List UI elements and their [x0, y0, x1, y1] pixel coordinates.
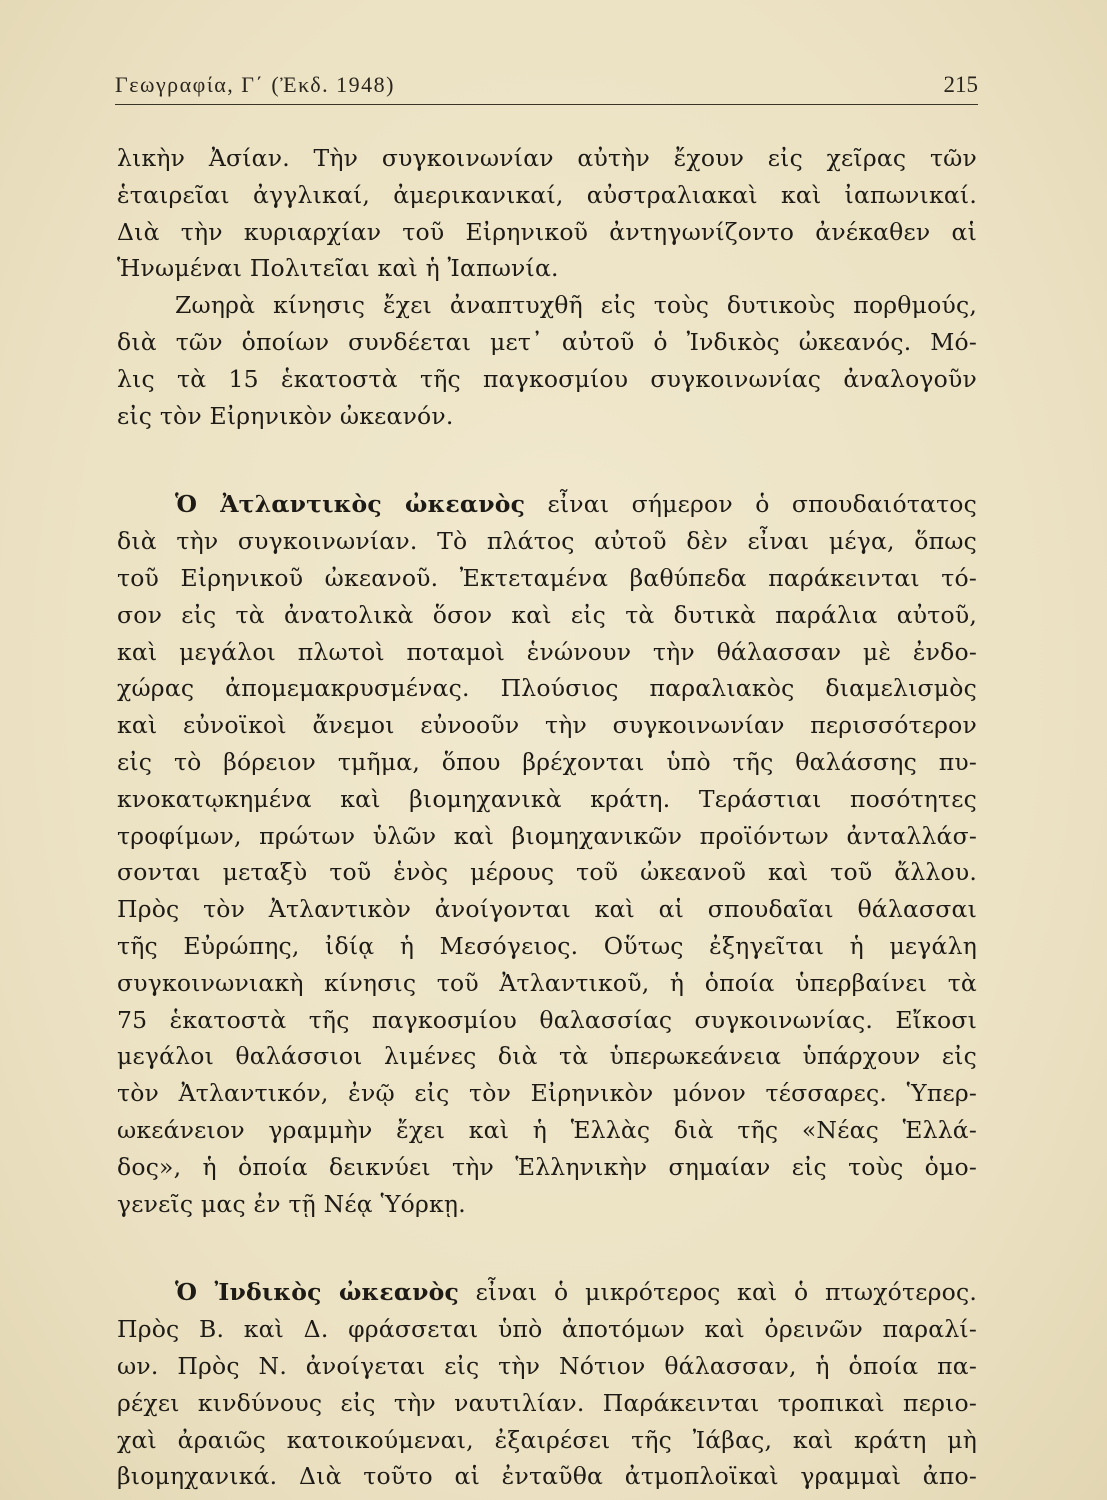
text-line: εἰς τὸν Εἰρηνικὸν ὠκεανόν. — [117, 401, 454, 430]
text-line: χαὶ ἀραιῶς κατοικούμεναι, ἐξαιρέσει τῆς Ἰάβας, καὶ κράτη μὴ — [117, 1425, 977, 1454]
text-line: ωκεάνειον γραμμὴν ἔχει καὶ ἡ Ἑλλὰς διὰ τῆς «Νέας Ἑλλά- — [117, 1115, 977, 1144]
text-line: σον εἰς τὰ ἀνατολικὰ ὅσον καὶ εἰς τὰ δυτικὰ παράλια αὐτοῦ, — [117, 600, 977, 629]
text-line: μεγάλοι θαλάσσιοι λιμένες διὰ τὰ ὑπερωκεάνεια ὑπάρχουν εἰς — [117, 1042, 977, 1071]
text-line: λικὴν Ἀσίαν. Τὴν συγκοινωνίαν αὐτὴν ἔχουν εἰς χεῖρας τῶν — [117, 144, 977, 172]
text-line: βιομηχανικά. Διὰ τοῦτο αἱ ἐνταῦθα ἀτμοπλοϊκαὶ γραμμαὶ ἀπο- — [117, 1462, 977, 1491]
section-heading: Ὁ Ἀτλαντικὸς ὠκεανὸς — [175, 490, 526, 519]
text-line: Ἡνωμέναι Πολιτεῖαι καὶ ἡ Ἰαπωνία. — [117, 254, 559, 283]
text-line: 75 ἑκατοστὰ τῆς παγκοσμίου θαλασσίας συγκοινωνίας. Εἴκοσι — [117, 1005, 977, 1034]
text-line: διὰ τὴν συγκοινωνίαν. Τὸ πλάτος αὐτοῦ δὲν εἶναι μέγα, ὅπως — [117, 527, 977, 556]
paragraph-pacific-straits — [117, 287, 977, 434]
running-head: Γεωγραφία, Γ΄ (Ἐκδ. 1948) — [115, 72, 395, 97]
paragraph-indian-ocean — [117, 1274, 977, 1495]
text-line: Πρὸς τὸν Ἀτλαντικὸν ἀνοίγονται καὶ αἱ σπουδαῖαι θάλασσαι — [117, 895, 977, 924]
body-text — [117, 140, 977, 1495]
text-line: συγκοινωνιακὴ κίνησις τοῦ Ἀτλαντικοῦ, ἡ ὁποία ὑπερβαίνει τὰ — [117, 968, 977, 997]
text-line: λις τὰ 15 ἑκατοστὰ τῆς παγκοσμίου συγκοινωνίας ἀναλογοῦν — [117, 364, 977, 393]
text-line: καὶ εὐνοϊκοὶ ἄνεμοι εὐνοοῦν τὴν συγκοινωνίαν περισσότερον — [117, 711, 977, 740]
section-heading: Ὁ Ἰνδικὸς ὠκεανὸς — [175, 1278, 460, 1307]
text-line: Ζωηρὰ κίνησις ἔχει ἀναπτυχθῆ εἰς τοὺς δυτικοὺς πορθμούς, — [175, 291, 977, 320]
text-line: ρέχει κινδύνους εἰς τὴν ναυτιλίαν. Παράκεινται τροπικαὶ περιο- — [117, 1388, 977, 1417]
text-line — [117, 1274, 977, 1311]
text-line-rest: εἶναι σήμερον ὁ σπουδαιότατος — [547, 490, 978, 519]
paragraph-pacific-trade — [117, 140, 977, 287]
text-line: Διὰ τὴν κυριαρχίαν τοῦ Εἰρηνικοῦ ἀντηγωνίζοντο ἀνέκαθεν αἱ — [117, 217, 977, 246]
text-line: Πρὸς Β. καὶ Δ. φράσσεται ὑπὸ ἀποτόμων καὶ ὀρεινῶν παραλί- — [117, 1315, 977, 1344]
text-line — [117, 486, 977, 523]
text-line: τροφίμων, πρώτων ὑλῶν καὶ βιομηχανικῶν προϊόντων ἀνταλλάσ- — [117, 821, 977, 850]
text-line: ων. Πρὸς Ν. ἀνοίγεται εἰς τὴν Νότιον θάλασσαν, ἡ ὁποία πα- — [117, 1351, 977, 1380]
text-line: εἰς τὸ βόρειον τμῆμα, ὅπου βρέχονται ὑπὸ τῆς θαλάσσης πυ- — [117, 747, 977, 776]
text-line: γενεῖς μας ἐν τῇ Νέᾳ Ὑόρκῃ. — [117, 1189, 466, 1218]
page-number: 215 — [943, 72, 978, 97]
text-line: ἑταιρεῖαι ἀγγλικαί, ἀμερικανικαί, αὐστραλιακαὶ καὶ ἰαπωνικαί. — [117, 180, 977, 209]
text-line: τὸν Ἀτλαντικόν, ἐνῷ εἰς τὸν Εἰρηνικὸν μόνον τέσσαρες. Ὑπερ- — [117, 1079, 977, 1108]
paragraph-atlantic-ocean — [117, 486, 977, 1222]
text-line: χώρας ἀπομεμακρυσμένας. Πλούσιος παραλιακὸς διαμελισμὸς — [117, 674, 977, 703]
text-line: τοῦ Εἰρηνικοῦ ὠκεανοῦ. Ἐκτεταμένα βαθύπεδα παράκεινται τό- — [117, 563, 977, 592]
text-line: καὶ μεγάλοι πλωτοὶ ποταμοὶ ἑνώνουν τὴν θάλασσαν μὲ ἐνδο- — [117, 637, 977, 666]
text-line: κνοκατῳκημένα καὶ βιομηχανικὰ κράτη. Τεράστιαι ποσότητες — [117, 784, 977, 813]
text-line: τῆς Εὐρώπης, ἰδίᾳ ἡ Μεσόγειος. Οὕτως ἐξηγεῖται ἡ μεγάλη — [117, 931, 977, 960]
text-line: δος», ἡ ὁποία δεικνύει τὴν Ἑλληνικὴν σημαίαν εἰς τοὺς ὁμο- — [117, 1152, 977, 1181]
page-header — [115, 70, 978, 105]
text-line: σονται μεταξὺ τοῦ ἑνὸς μέρους τοῦ ὠκεανοῦ καὶ τοῦ ἄλλου. — [117, 858, 977, 887]
text-line-rest: εἶναι ὁ μικρότερος καὶ ὁ πτωχότερος. — [475, 1278, 977, 1307]
text-line: διὰ τῶν ὁποίων συνδέεται μετ᾿ αὐτοῦ ὁ Ἰνδικὸς ὠκεανός. Μό- — [117, 327, 977, 356]
